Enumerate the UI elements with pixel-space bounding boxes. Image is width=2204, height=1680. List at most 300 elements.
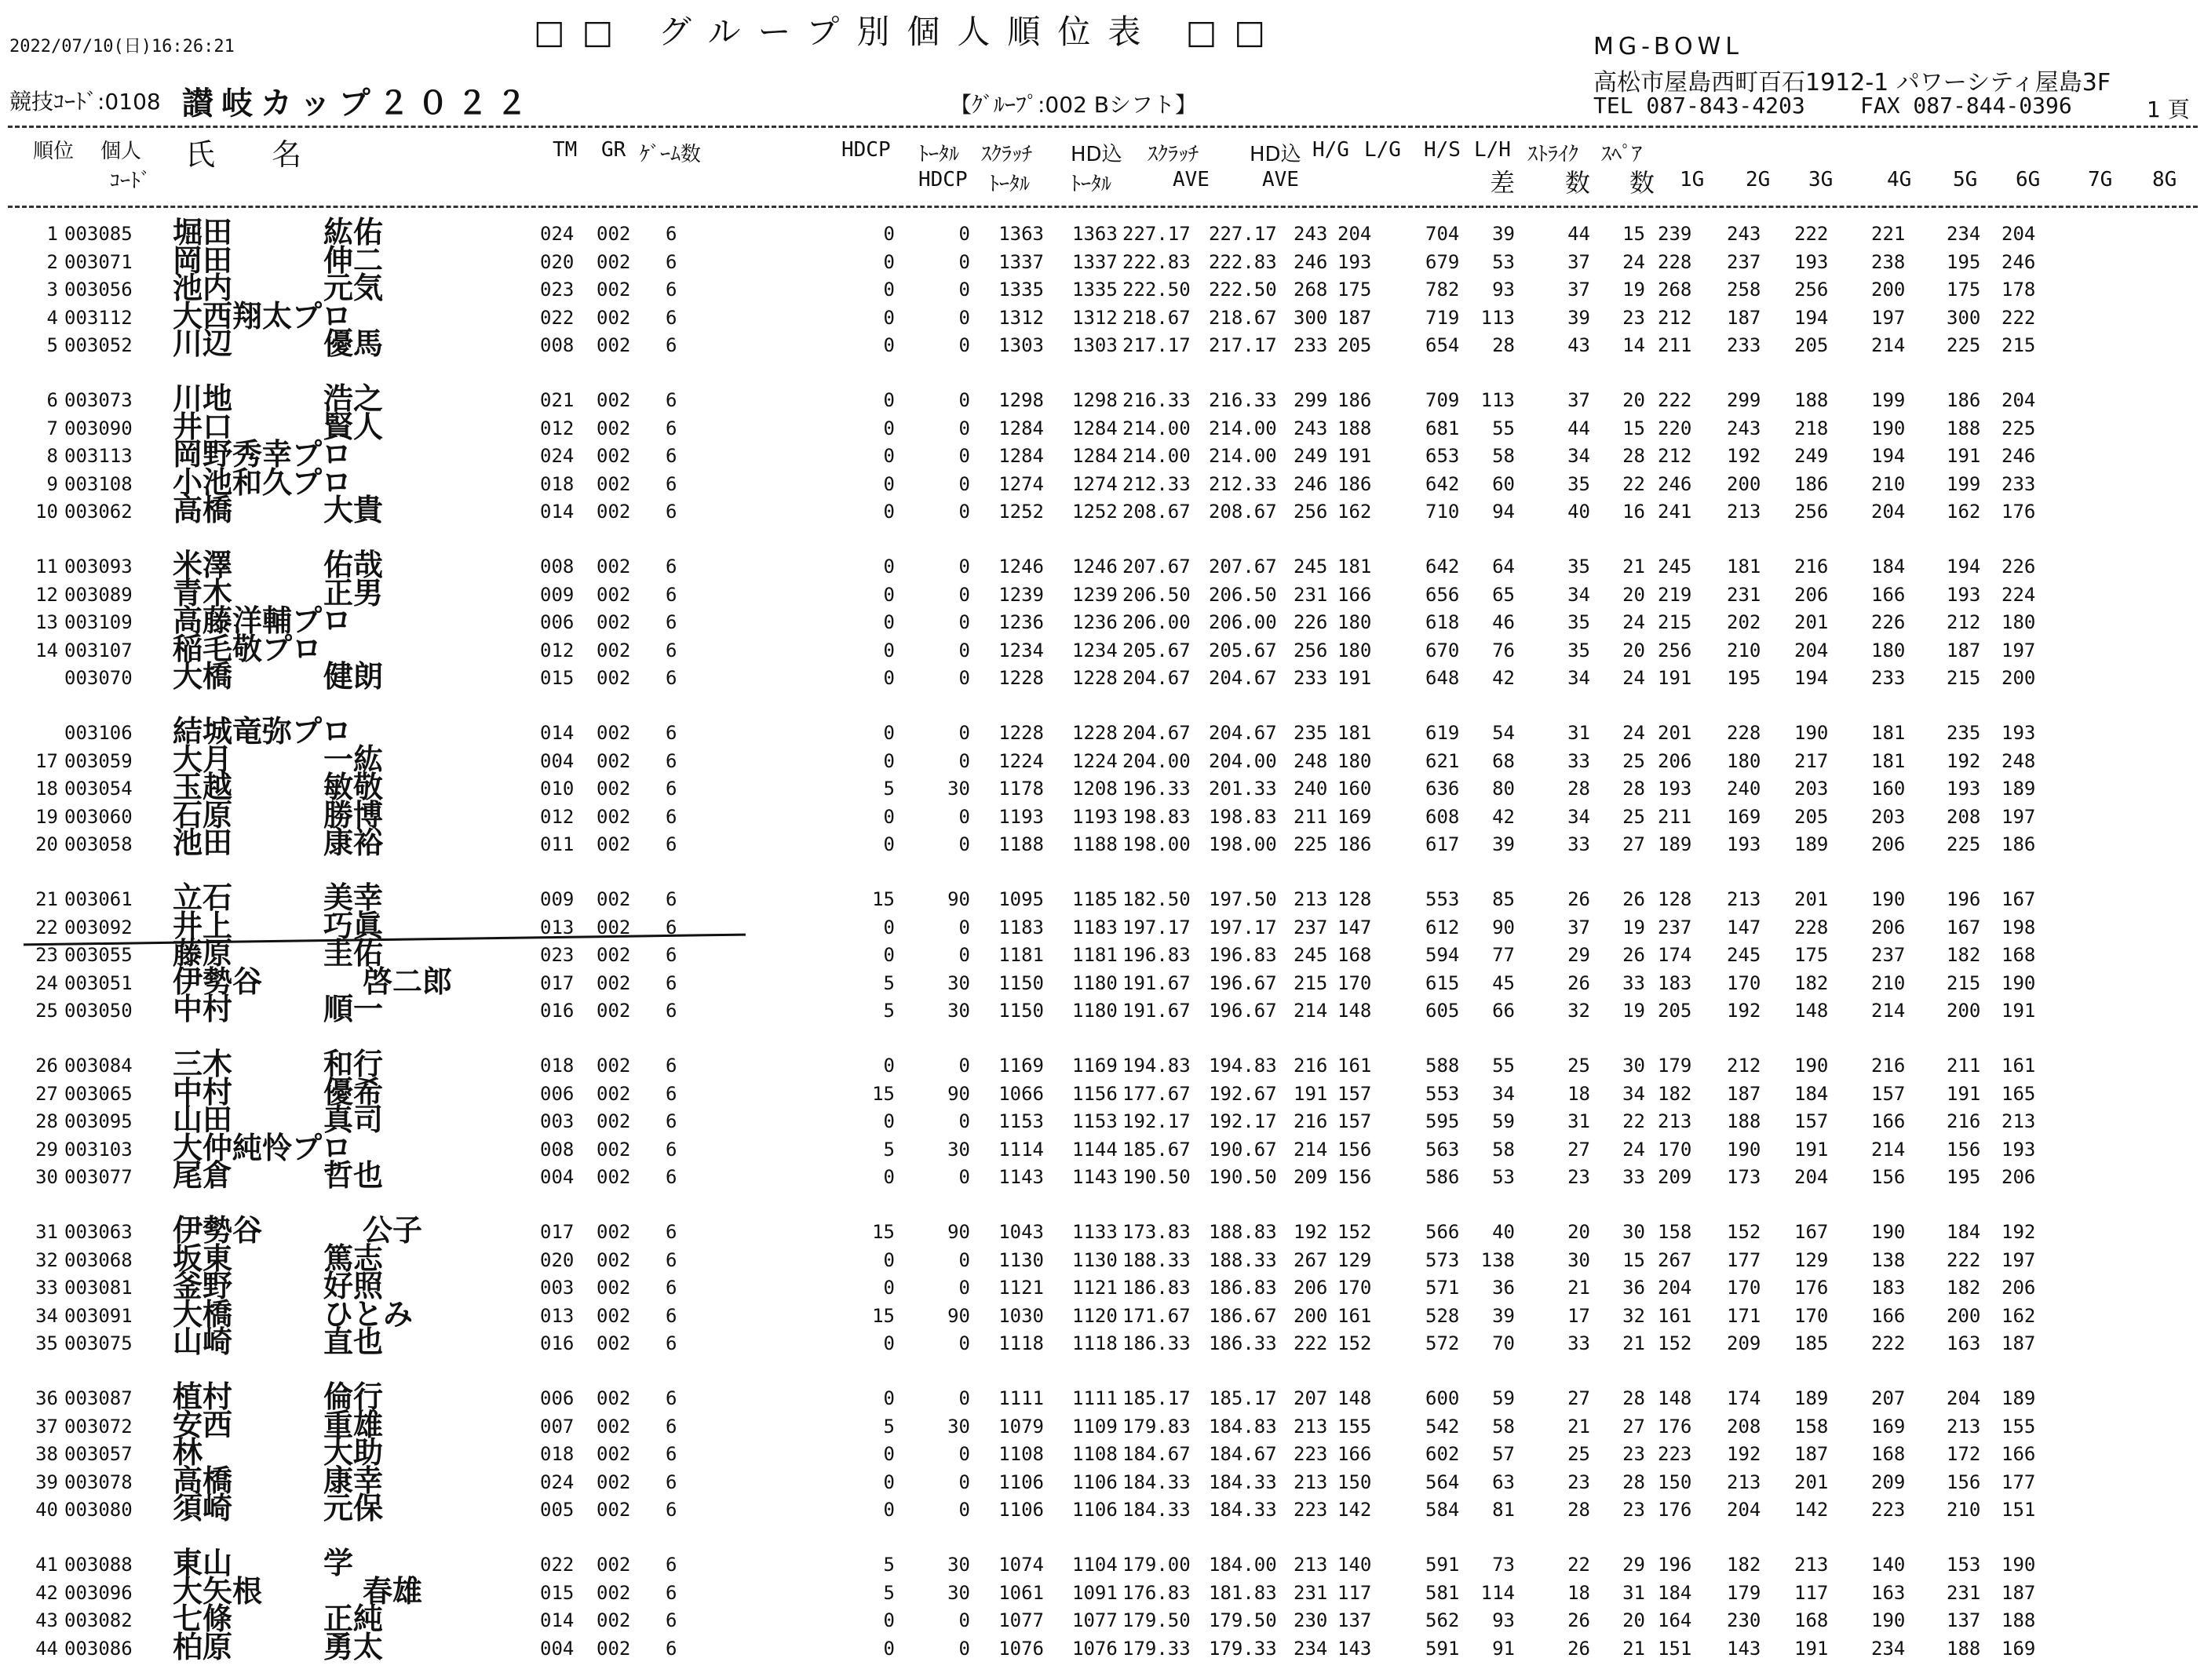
cell-games: 6 — [666, 1387, 677, 1409]
cell-spares: 28 — [1622, 1470, 1645, 1493]
cell-lh-diff: 93 — [1492, 1609, 1515, 1632]
cell-given-name: 哲也 — [323, 1158, 384, 1193]
cell-g2: 147 — [1727, 916, 1761, 938]
cell-g3: 167 — [1794, 1221, 1829, 1243]
cell-surname: 大矢根 — [173, 1573, 263, 1609]
cell-scratch-ave: 194.83 — [1122, 1055, 1191, 1077]
cell-g1: 151 — [1658, 1637, 1692, 1660]
cell-hd-total: 1120 — [1072, 1304, 1118, 1327]
cell-hdcp: 15 — [872, 1082, 895, 1105]
col-g7: 7G — [2088, 168, 2113, 191]
cell-g5: 204 — [1947, 1387, 1981, 1409]
cell-given-name: 重雄 — [323, 1407, 384, 1442]
cell-g5: 192 — [1947, 749, 1981, 772]
cell-hg: 230 — [1294, 1609, 1328, 1632]
cell-hd-total: 1183 — [1072, 916, 1118, 938]
cell-g6: 187 — [2001, 1581, 2036, 1604]
cell-rank: 33 — [35, 1277, 58, 1299]
cell-spares: 19 — [1622, 279, 1645, 301]
cell-g1: 211 — [1658, 334, 1692, 357]
col-hs: H/S — [1424, 138, 1461, 162]
cell-g5: 156 — [1947, 1138, 1981, 1161]
cell-spares: 24 — [1622, 667, 1645, 690]
cell-surname: 川辺 — [173, 326, 233, 362]
cell-scratch-total: 1061 — [998, 1581, 1044, 1604]
cell-surname: 青木 — [173, 575, 233, 610]
cell-hdcp: 0 — [883, 223, 895, 245]
cell-lg: 186 — [1337, 389, 1372, 411]
cell-lh-diff: 42 — [1492, 805, 1515, 828]
cell-games: 6 — [666, 1637, 677, 1660]
cell-g2: 173 — [1727, 1166, 1761, 1189]
cell-g4: 200 — [1871, 279, 1906, 301]
cell-games: 6 — [666, 749, 677, 772]
cell-gr: 002 — [597, 223, 631, 245]
cell-scratch-ave: 216.33 — [1122, 389, 1191, 411]
cell-lh-diff: 77 — [1492, 944, 1515, 967]
cell-g3: 228 — [1794, 916, 1829, 938]
cell-lh-diff: 85 — [1492, 888, 1515, 910]
cell-scratch-ave: 227.17 — [1122, 223, 1191, 245]
cell-g2: 299 — [1727, 389, 1761, 411]
cell-hd-ave: 185.17 — [1209, 1387, 1277, 1409]
cell-hg: 223 — [1294, 1443, 1328, 1466]
cell-code: 003073 — [64, 389, 133, 411]
cell-code: 003052 — [64, 334, 133, 357]
cell-games: 6 — [666, 445, 677, 468]
cell-gr: 002 — [597, 1277, 631, 1299]
cell-g4: 194 — [1871, 445, 1906, 468]
cell-hs: 709 — [1425, 389, 1460, 411]
cell-lh-diff: 64 — [1492, 556, 1515, 578]
cell-hd-total: 1106 — [1072, 1499, 1118, 1521]
cell-g3: 201 — [1794, 888, 1829, 910]
cell-scratch-ave: 208.67 — [1122, 501, 1191, 523]
cell-code: 003081 — [64, 1277, 133, 1299]
cell-tm: 024 — [540, 445, 575, 468]
cell-surname: 井口 — [173, 409, 233, 444]
cell-tm: 013 — [540, 1304, 575, 1327]
cell-strikes: 29 — [1567, 944, 1590, 967]
cell-scratch-ave: 196.33 — [1122, 778, 1191, 800]
cell-hg: 215 — [1294, 971, 1328, 994]
cell-g5: 188 — [1947, 1637, 1981, 1660]
table-row — [0, 936, 2204, 971]
competition-name: 讃岐カップ２０２２ — [182, 86, 535, 122]
cell-g4: 214 — [1871, 1000, 1906, 1022]
cell-g6: 176 — [2001, 501, 2036, 523]
cell-rank: 9 — [46, 472, 58, 495]
cell-scratch-total: 1118 — [998, 1332, 1044, 1355]
cell-g3: 185 — [1794, 1332, 1829, 1355]
cell-code: 003095 — [64, 1110, 133, 1133]
cell-code: 003075 — [64, 1332, 133, 1355]
cell-tm: 014 — [540, 1609, 575, 1632]
col-hg: H/G — [1312, 138, 1349, 162]
cell-surname: 大月 — [173, 742, 233, 777]
cell-lh-diff: 58 — [1492, 1415, 1515, 1438]
cell-g1: 237 — [1658, 916, 1692, 938]
cell-spares: 28 — [1622, 1387, 1645, 1409]
cell-g1: 183 — [1658, 971, 1692, 994]
cell-lg: 137 — [1337, 1609, 1372, 1632]
cell-lg: 143 — [1337, 1637, 1372, 1660]
cell-g3: 176 — [1794, 1277, 1829, 1299]
cell-tm: 018 — [540, 1055, 575, 1077]
cell-g1: 204 — [1658, 1277, 1692, 1299]
cell-g4: 209 — [1871, 1470, 1906, 1493]
cell-hd-total: 1180 — [1072, 1000, 1118, 1022]
col-spare-2: 数 — [1629, 168, 1655, 198]
cell-hd-total: 1180 — [1072, 971, 1118, 994]
cell-surname: 玉越 — [173, 770, 233, 805]
cell-g2: 190 — [1727, 1138, 1761, 1161]
cell-scratch-ave: 184.67 — [1122, 1443, 1191, 1466]
cell-spares: 15 — [1622, 1248, 1645, 1271]
cell-scratch-ave: 192.17 — [1122, 1110, 1191, 1133]
cell-lh-diff: 58 — [1492, 1138, 1515, 1161]
cell-scratch-total: 1143 — [998, 1166, 1044, 1189]
cell-lg: 205 — [1337, 334, 1372, 357]
cell-tm: 017 — [540, 1221, 575, 1243]
col-hdcp: HDCP — [841, 138, 891, 162]
cell-gr: 002 — [597, 888, 631, 910]
cell-spares: 27 — [1622, 1415, 1645, 1438]
cell-spares: 16 — [1622, 501, 1645, 523]
cell-lh-diff: 59 — [1492, 1387, 1515, 1409]
cell-rank: 34 — [35, 1304, 58, 1327]
cell-gr: 002 — [597, 1332, 631, 1355]
cell-g6: 197 — [2001, 639, 2036, 661]
cell-gr: 002 — [597, 971, 631, 994]
cell-hs: 594 — [1425, 944, 1460, 967]
cell-hdcp: 5 — [883, 1415, 895, 1438]
cell-g5: 222 — [1947, 1248, 1981, 1271]
cell-scratch-total: 1274 — [998, 472, 1044, 495]
cell-g5: 300 — [1947, 306, 1981, 329]
print-datetime: 2022/07/10(日)16:26:21 — [9, 37, 235, 56]
cell-given-name: 真司 — [323, 1102, 384, 1138]
cell-surname: 大橋 — [173, 659, 233, 694]
cell-total-hdcp: 0 — [958, 1277, 970, 1299]
cell-g1: 184 — [1658, 1581, 1692, 1604]
cell-g4: 216 — [1871, 1055, 1906, 1077]
cell-scratch-total: 1228 — [998, 722, 1044, 744]
cell-g2: 171 — [1727, 1304, 1761, 1327]
cell-games: 6 — [666, 389, 677, 411]
cell-spares: 15 — [1622, 223, 1645, 245]
cell-scratch-ave: 179.83 — [1122, 1415, 1191, 1438]
cell-hs: 608 — [1425, 805, 1460, 828]
venue-fax: FAX 087-844-0396 — [1860, 93, 2072, 118]
cell-games: 6 — [666, 583, 677, 606]
cell-lg: 152 — [1337, 1332, 1372, 1355]
col-scratch-ave-1: ｽｸﾗｯﾁ — [1148, 143, 1199, 166]
cell-g3: 157 — [1794, 1110, 1829, 1133]
cell-g1: 228 — [1658, 250, 1692, 273]
cell-gr: 002 — [597, 417, 631, 439]
cell-scratch-total: 1188 — [998, 833, 1044, 856]
cell-tm: 006 — [540, 611, 575, 634]
cell-scratch-total: 1224 — [998, 749, 1044, 772]
cell-g6: 197 — [2001, 1248, 2036, 1271]
cell-scratch-total: 1246 — [998, 556, 1044, 578]
cell-scratch-total: 1074 — [998, 1554, 1044, 1576]
cell-hd-total: 1208 — [1072, 778, 1118, 800]
cell-hd-ave: 184.33 — [1209, 1470, 1277, 1493]
cell-tm: 022 — [540, 1554, 575, 1576]
cell-tm: 014 — [540, 722, 575, 744]
cell-surname: 須崎 — [173, 1491, 233, 1526]
cell-g3: 217 — [1794, 749, 1829, 772]
cell-g3: 170 — [1794, 1304, 1829, 1327]
cell-gr: 002 — [597, 334, 631, 357]
cell-g3: 191 — [1794, 1637, 1829, 1660]
cell-strikes: 20 — [1567, 1221, 1590, 1243]
cell-spares: 20 — [1622, 639, 1645, 661]
cell-rank: 13 — [35, 611, 58, 634]
cell-hg: 233 — [1294, 334, 1328, 357]
cell-gr: 002 — [597, 833, 631, 856]
cell-strikes: 33 — [1567, 1332, 1590, 1355]
cell-g4: 166 — [1871, 1304, 1906, 1327]
cell-gr: 002 — [597, 749, 631, 772]
cell-hdcp: 0 — [883, 749, 895, 772]
cell-g4: 190 — [1871, 1221, 1906, 1243]
cell-g3: 189 — [1794, 1387, 1829, 1409]
cell-code: 003070 — [64, 667, 133, 690]
cell-hd-total: 1236 — [1072, 611, 1118, 634]
cell-scratch-total: 1284 — [998, 445, 1044, 468]
cell-g3: 216 — [1794, 556, 1829, 578]
cell-hd-total: 1312 — [1072, 306, 1118, 329]
cell-spares: 30 — [1622, 1055, 1645, 1077]
cell-surname: 柏原 — [173, 1629, 233, 1664]
cell-g1: 215 — [1658, 611, 1692, 634]
cell-code: 003063 — [64, 1221, 133, 1243]
cell-strikes: 33 — [1567, 749, 1590, 772]
col-hd-ave-1: HD込 — [1250, 143, 1301, 166]
cell-g1: 205 — [1658, 1000, 1692, 1022]
cell-tm: 009 — [540, 888, 575, 910]
cell-g2: 195 — [1727, 667, 1761, 690]
cell-lh-diff: 81 — [1492, 1499, 1515, 1521]
cell-given-name: 元保 — [323, 1491, 384, 1526]
cell-surname: 立石 — [173, 880, 233, 915]
cell-hs: 710 — [1425, 501, 1460, 523]
cell-hs: 612 — [1425, 916, 1460, 938]
cell-scratch-ave: 204.67 — [1122, 722, 1191, 744]
cell-g4: 180 — [1871, 639, 1906, 661]
cell-total-hdcp: 0 — [958, 722, 970, 744]
cell-games: 6 — [666, 1000, 677, 1022]
cell-g5: 188 — [1947, 417, 1981, 439]
col-rank: 順位 — [33, 140, 75, 163]
cell-lh-diff: 76 — [1492, 639, 1515, 661]
cell-g4: 234 — [1871, 1637, 1906, 1660]
cell-g3: 249 — [1794, 445, 1829, 468]
cell-total-hdcp: 30 — [947, 1138, 970, 1161]
cell-lh-diff: 73 — [1492, 1554, 1515, 1576]
cell-tm: 024 — [540, 223, 575, 245]
cell-g3: 194 — [1794, 306, 1829, 329]
cell-tm: 014 — [540, 501, 575, 523]
cell-scratch-total: 1108 — [998, 1443, 1044, 1466]
cell-total-hdcp: 90 — [947, 1082, 970, 1105]
cell-rank: 31 — [35, 1221, 58, 1243]
cell-spares: 23 — [1622, 1499, 1645, 1521]
table-row — [0, 1491, 2204, 1526]
cell-g5: 225 — [1947, 833, 1981, 856]
cell-total-hdcp: 0 — [958, 306, 970, 329]
col-scratch-total-1: ｽｸﾗｯﾁ — [981, 143, 1033, 166]
cell-strikes: 43 — [1567, 334, 1590, 357]
cell-hdcp: 0 — [883, 250, 895, 273]
cell-rank: 32 — [35, 1248, 58, 1271]
cell-given-name: 直也 — [323, 1325, 384, 1360]
cell-hdcp: 0 — [883, 279, 895, 301]
cell-hg: 235 — [1294, 722, 1328, 744]
cell-g5: 215 — [1947, 971, 1981, 994]
cell-code: 003065 — [64, 1082, 133, 1105]
cell-gr: 002 — [597, 1415, 631, 1438]
header-divider-top — [8, 126, 2198, 128]
cell-scratch-total: 1236 — [998, 611, 1044, 634]
cell-lg: 180 — [1337, 611, 1372, 634]
cell-g3: 182 — [1794, 971, 1829, 994]
cell-hdcp: 0 — [883, 334, 895, 357]
cell-code: 003112 — [64, 306, 133, 329]
cell-hd-total: 1284 — [1072, 445, 1118, 468]
cell-surname: 植村 — [173, 1379, 233, 1414]
cell-g3: 194 — [1794, 667, 1829, 690]
cell-g2: 202 — [1727, 611, 1761, 634]
cell-spares: 28 — [1622, 445, 1645, 468]
col-g5: 5G — [1953, 168, 1978, 191]
cell-given-name: 公子 — [363, 1213, 423, 1248]
cell-strikes: 35 — [1567, 611, 1590, 634]
cell-surname: 釜野 — [173, 1269, 233, 1304]
cell-g1: 176 — [1658, 1499, 1692, 1521]
cell-g5: 137 — [1947, 1609, 1981, 1632]
cell-code: 003087 — [64, 1387, 133, 1409]
cell-tm: 003 — [540, 1277, 575, 1299]
cell-gr: 002 — [597, 583, 631, 606]
cell-lg: 193 — [1337, 250, 1372, 273]
cell-spares: 32 — [1622, 1304, 1645, 1327]
cell-games: 6 — [666, 1055, 677, 1077]
cell-g1: 161 — [1658, 1304, 1692, 1327]
cell-tm: 020 — [540, 250, 575, 273]
cell-surname: 伊勢谷 — [173, 964, 263, 999]
cell-spares: 25 — [1622, 805, 1645, 828]
cell-scratch-ave: 207.67 — [1122, 556, 1191, 578]
cell-g3: 256 — [1794, 279, 1829, 301]
cell-hdcp: 0 — [883, 1387, 895, 1409]
cell-hs: 621 — [1425, 749, 1460, 772]
cell-tm: 006 — [540, 1387, 575, 1409]
cell-g1: 152 — [1658, 1332, 1692, 1355]
cell-games: 6 — [666, 805, 677, 828]
cell-code: 003054 — [64, 778, 133, 800]
cell-hd-total: 1224 — [1072, 749, 1118, 772]
cell-scratch-total: 1077 — [998, 1609, 1044, 1632]
cell-lh-diff: 60 — [1492, 472, 1515, 495]
cell-strikes: 28 — [1567, 778, 1590, 800]
cell-hs: 581 — [1425, 1581, 1460, 1604]
cell-g5: 194 — [1947, 556, 1981, 578]
cell-scratch-total: 1169 — [998, 1055, 1044, 1077]
cell-surname: 結城竜弥プロ — [173, 714, 352, 749]
cell-g6: 188 — [2001, 1609, 2036, 1632]
cell-g5: 199 — [1947, 472, 1981, 495]
cell-g3: 168 — [1794, 1609, 1829, 1632]
cell-g6: 190 — [2001, 1554, 2036, 1576]
cell-lg: 191 — [1337, 445, 1372, 468]
cell-hd-total: 1156 — [1072, 1082, 1118, 1105]
cell-games: 6 — [666, 639, 677, 661]
cell-hs: 602 — [1425, 1443, 1460, 1466]
cell-hd-total: 1104 — [1072, 1554, 1118, 1576]
cell-hs: 562 — [1425, 1609, 1460, 1632]
cell-lh-diff: 113 — [1480, 389, 1515, 411]
cell-hd-ave: 190.50 — [1209, 1166, 1277, 1189]
cell-hd-total: 1363 — [1072, 223, 1118, 245]
cell-hdcp: 0 — [883, 722, 895, 744]
cell-hd-ave: 222.50 — [1209, 279, 1277, 301]
cell-hd-total: 1109 — [1072, 1415, 1118, 1438]
cell-g2: 181 — [1727, 556, 1761, 578]
cell-hdcp: 0 — [883, 667, 895, 690]
cell-games: 6 — [666, 833, 677, 856]
cell-hg: 243 — [1294, 223, 1328, 245]
cell-lg: 181 — [1337, 556, 1372, 578]
cell-scratch-total: 1312 — [998, 306, 1044, 329]
table-row — [0, 992, 2204, 1027]
cell-scratch-total: 1228 — [998, 667, 1044, 690]
cell-scratch-total: 1178 — [998, 778, 1044, 800]
cell-hd-total: 1252 — [1072, 501, 1118, 523]
cell-hg: 214 — [1294, 1000, 1328, 1022]
cell-hg: 267 — [1294, 1248, 1328, 1271]
cell-strikes: 26 — [1567, 888, 1590, 910]
cell-scratch-ave: 184.33 — [1122, 1470, 1191, 1493]
cell-g1: 174 — [1658, 944, 1692, 967]
cell-rank: 18 — [35, 778, 58, 800]
cell-hg: 225 — [1294, 833, 1328, 856]
cell-g2: 213 — [1727, 1470, 1761, 1493]
cell-g4: 210 — [1871, 971, 1906, 994]
cell-surname: 大橋 — [173, 1296, 233, 1332]
cell-hdcp: 15 — [872, 888, 895, 910]
cell-code: 003086 — [64, 1637, 133, 1660]
cell-total-hdcp: 0 — [958, 501, 970, 523]
cell-g1: 211 — [1658, 805, 1692, 828]
cell-hdcp: 0 — [883, 1166, 895, 1189]
cell-total-hdcp: 0 — [958, 611, 970, 634]
cell-rank: 2 — [46, 250, 58, 273]
col-games: ｹﾞｰﾑ数 — [640, 143, 702, 166]
cell-strikes: 37 — [1567, 916, 1590, 938]
cell-g4: 214 — [1871, 334, 1906, 357]
cell-scratch-total: 1183 — [998, 916, 1044, 938]
cell-hs: 584 — [1425, 1499, 1460, 1521]
cell-g1: 193 — [1658, 778, 1692, 800]
cell-spares: 27 — [1622, 833, 1645, 856]
cell-hd-ave: 190.67 — [1209, 1138, 1277, 1161]
cell-total-hdcp: 0 — [958, 223, 970, 245]
cell-strikes: 28 — [1567, 1499, 1590, 1521]
